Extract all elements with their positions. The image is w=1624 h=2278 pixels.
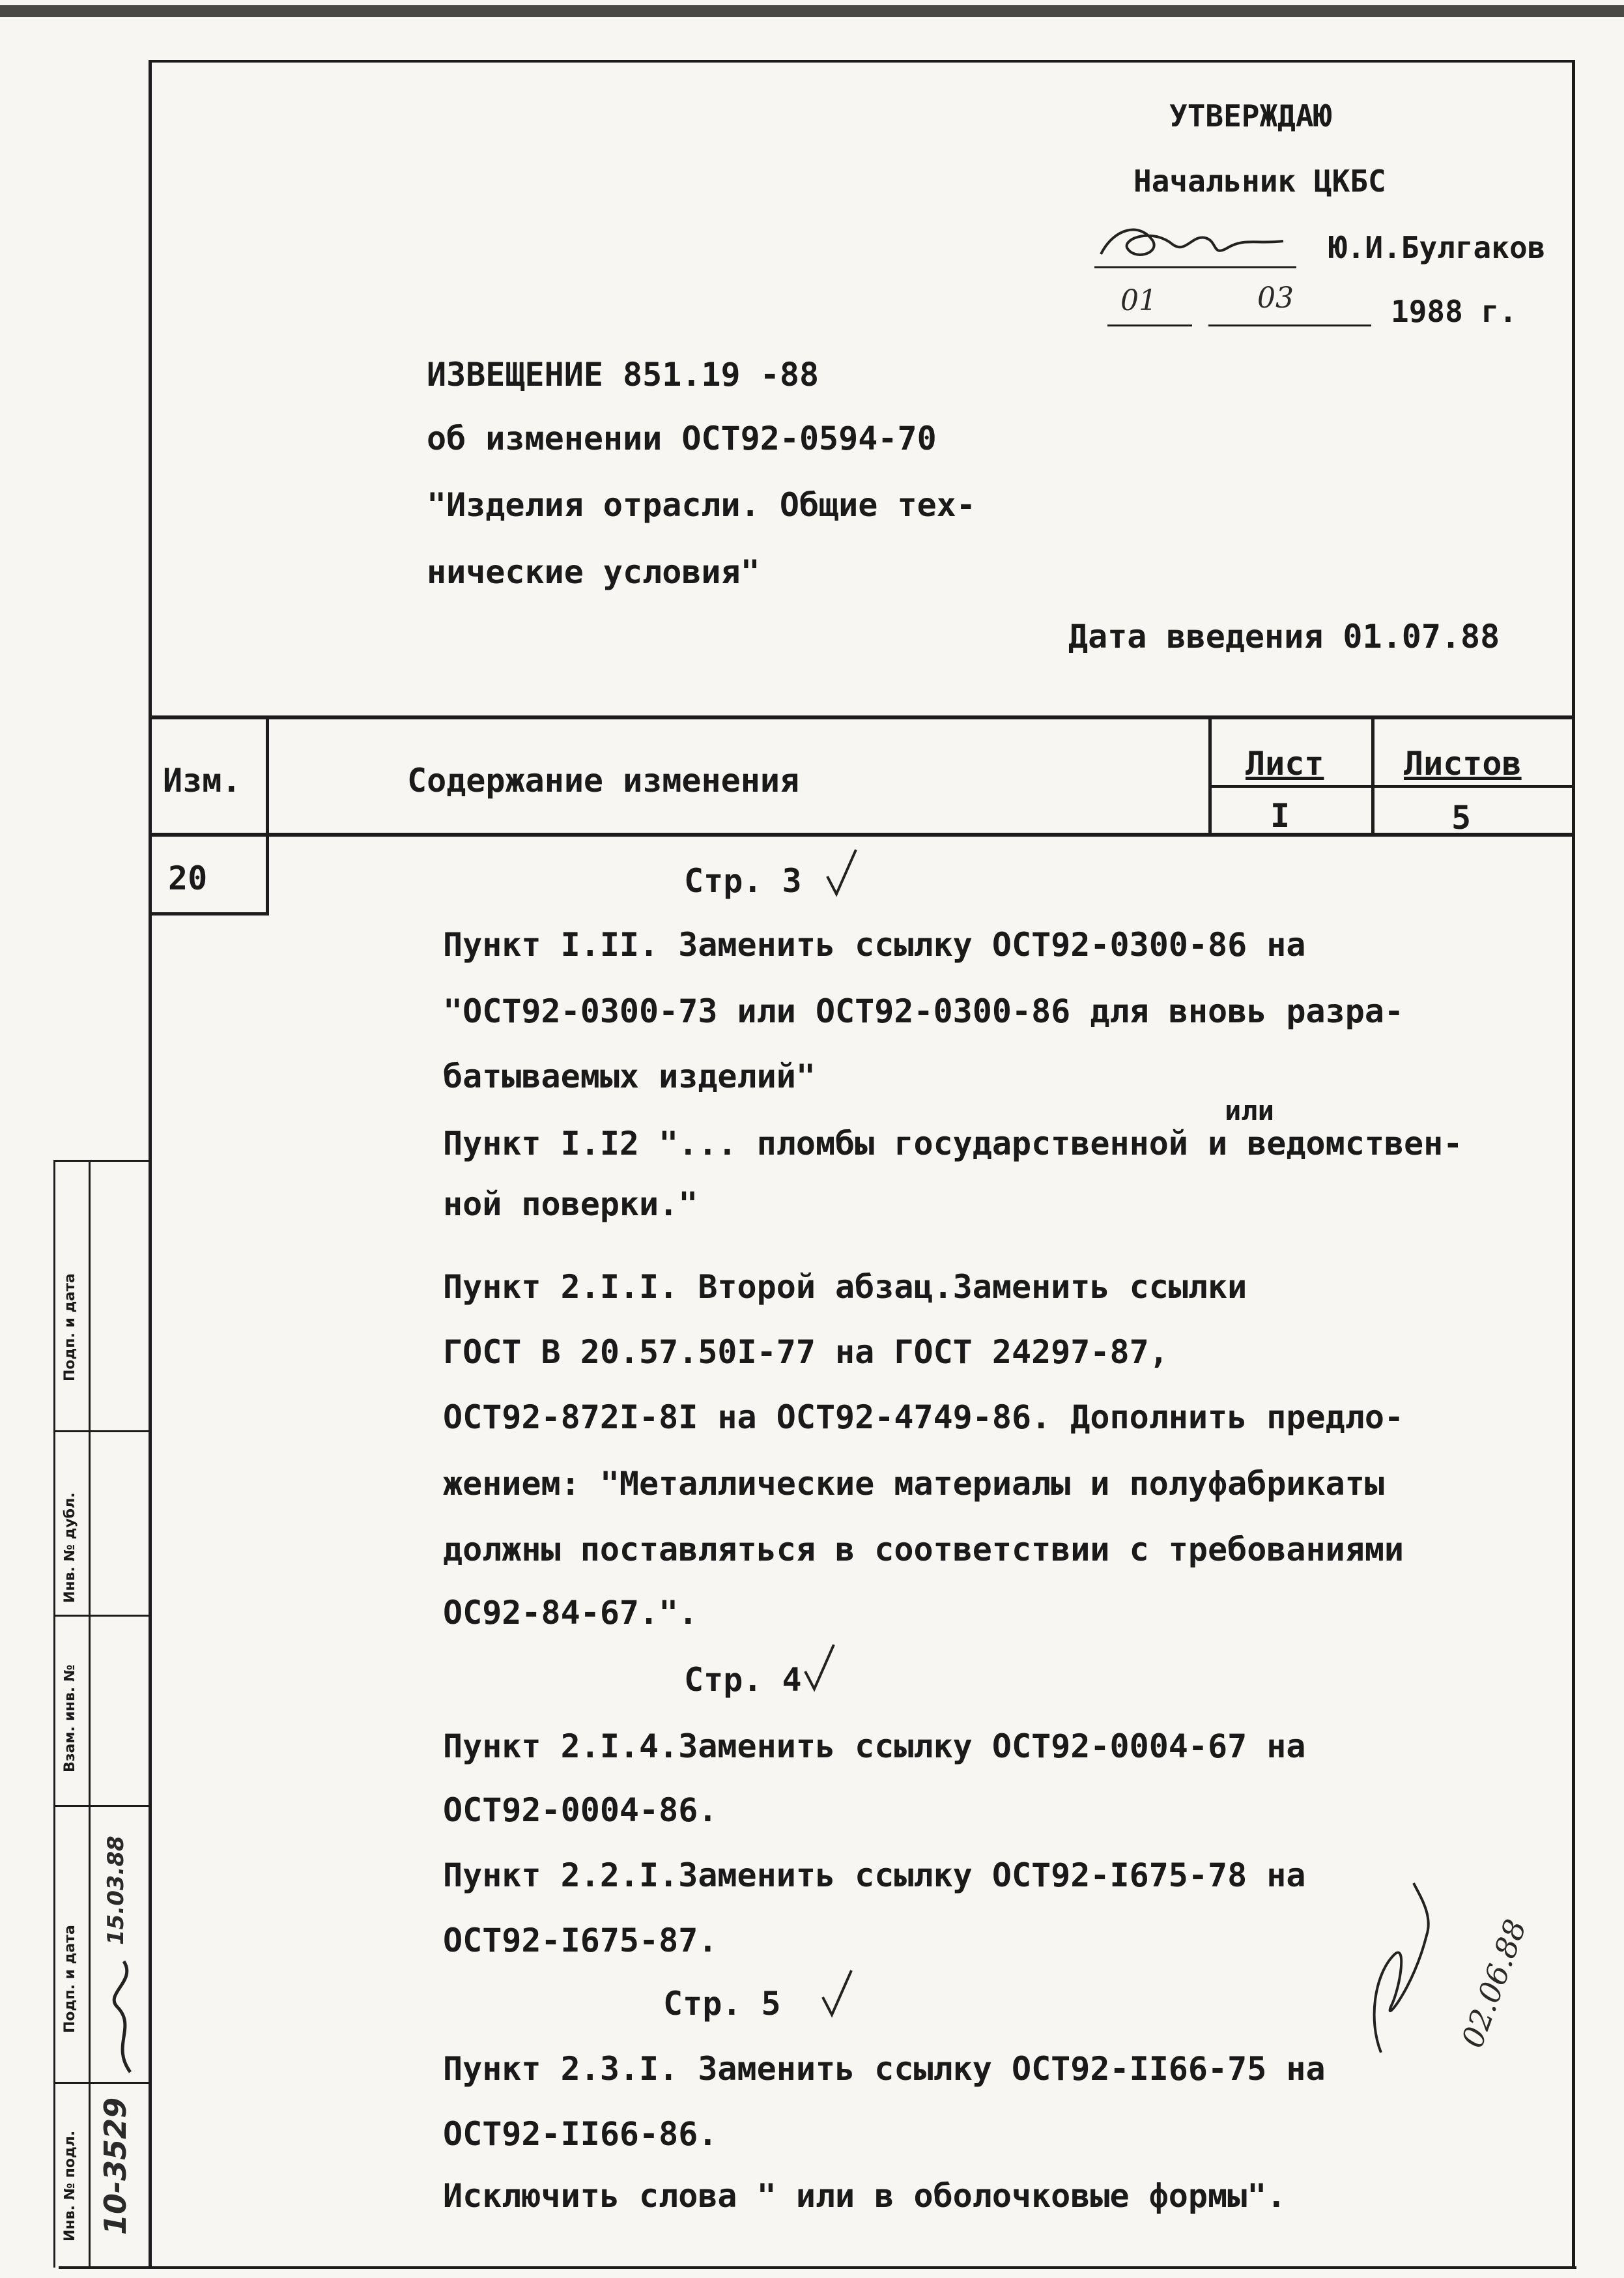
- item-2-line-1: Пункт I.I2 "... пломбы государственной и ведомствен-: [443, 1125, 1463, 1162]
- sheet-value: I: [1270, 797, 1290, 835]
- item-1-line-2: "ОСТ92-0300-73 или ОСТ92-0300-86 для вновь разра-: [443, 992, 1404, 1030]
- frame-right: [1572, 60, 1575, 2269]
- sheet-mid-line: [1210, 785, 1574, 788]
- item-1-line-1: Пункт I.II. Заменить ссылку ОСТ92-0300-86 на: [443, 926, 1306, 964]
- signature-annotation: [1355, 1857, 1466, 2066]
- approver-position: Начальник ЦКБС: [1133, 164, 1386, 199]
- sheets-value: 5: [1451, 799, 1472, 837]
- change-no-box-bottom: [151, 912, 268, 916]
- check-mark-2: [800, 1642, 839, 1694]
- item-3-line-1: Пункт 2.I.I. Второй абзац.Заменить ссылки: [443, 1268, 1247, 1306]
- item-6-line-3: Исключить слова " или в оболочковые формы".: [443, 2177, 1287, 2215]
- page-ref-5: Стр. 5: [663, 1985, 781, 2023]
- annotation-date: 02.06.88: [1454, 1914, 1533, 2053]
- item-5-line-2: ОСТ92-I675-87.: [443, 1922, 718, 1959]
- frame-bottom: [59, 2266, 1576, 2269]
- item-3-line-4: жением: "Металлические материалы и полуфабрикаты: [443, 1465, 1384, 1503]
- col-divider-1: [266, 717, 269, 833]
- item-6-line-1: Пункт 2.3.I. Заменить ссылку ОСТ92-II66-75 на: [443, 2050, 1326, 2088]
- stamp-top: [53, 1160, 151, 1162]
- stamp-mid-left: [89, 1160, 91, 2268]
- notice-subject-2: "Изделия отрасли. Общие тех-: [427, 486, 976, 524]
- item-6-line-2: ОСТ92-II66-86.: [443, 2115, 718, 2153]
- check-mark-1: [822, 847, 861, 899]
- signature-approver: [1088, 209, 1303, 274]
- stamp-div-4: [53, 2082, 151, 2084]
- approval-day-line: [1107, 324, 1192, 326]
- col-divider-2: [1208, 717, 1212, 833]
- stamp-value-podp-data: 15.03.88: [103, 1836, 129, 1945]
- header-sheet: Лист: [1246, 745, 1324, 783]
- effective-date: Дата введения 01.07.88: [1068, 618, 1500, 656]
- header-change-no: Изм.: [163, 762, 242, 800]
- stamp-label-inv-dubl: Инв. № дубл.: [62, 1492, 78, 1603]
- approval-month: 03: [1257, 281, 1294, 315]
- frame-top: [151, 60, 1574, 63]
- stamp-outer-left: [53, 1160, 55, 2268]
- item-4-line-2: ОСТ92-0004-86.: [443, 1791, 718, 1829]
- approval-day: 01: [1120, 284, 1157, 317]
- approver-name: Ю.И.Булгаков: [1329, 230, 1546, 265]
- table-top-line: [151, 715, 1574, 719]
- item-3-line-2: ГОСТ В 20.57.50I-77 на ГОСТ 24297-87,: [443, 1333, 1169, 1371]
- item-1-line-3: батываемых изделий": [443, 1058, 816, 1095]
- change-no-value: 20: [168, 859, 208, 897]
- item-5-line-1: Пункт 2.2.I.Заменить ссылку ОСТ92-I675-78 на: [443, 1856, 1306, 1894]
- header-content: Содержание изменения: [407, 762, 800, 800]
- item-3-line-3: ОСТ92-872I-8I на ОСТ92-4749-86. Дополнить предло-: [443, 1398, 1404, 1436]
- item-2-line-2: ной поверки.": [443, 1185, 698, 1223]
- top-edge-bar: [0, 5, 1624, 17]
- notice-subject-1: об изменении ОСТ92-0594-70: [427, 420, 937, 457]
- stamp-value-inv-podl: 10-3529: [98, 2097, 133, 2235]
- stamp-label-inv-podl: Инв. № подл.: [62, 2130, 78, 2242]
- stamp-label-podp-data: Подп. и дата: [62, 1925, 78, 2033]
- item-3-line-6: ОС92-84-67.".: [443, 1594, 698, 1632]
- change-no-box-right: [266, 835, 269, 916]
- page-ref-4: Стр. 4: [684, 1661, 802, 1699]
- page-ref-3: Стр. 3: [684, 862, 802, 900]
- item-2-insertion: или: [1225, 1095, 1274, 1127]
- item-3-line-5: должны поставляться в соответствии с требованиями: [443, 1531, 1404, 1568]
- col-divider-3: [1371, 717, 1375, 833]
- approval-month-line: [1208, 324, 1371, 326]
- header-sheets: Листов: [1404, 745, 1522, 783]
- notice-title: ИЗВЕЩЕНИЕ 851.19 -88: [427, 356, 819, 394]
- table-header-bottom-line: [151, 833, 1574, 837]
- stamp-div-2: [53, 1615, 151, 1617]
- item-4-line-1: Пункт 2.I.4.Заменить ссылку ОСТ92-0004-67 на: [443, 1727, 1306, 1765]
- stamp-div-3: [53, 1805, 151, 1807]
- approve-label: УТВЕРЖДАЮ: [1169, 98, 1332, 134]
- stamp-label-vzam: Взам. инв. №: [62, 1664, 78, 1772]
- approval-year: 1988 г.: [1391, 294, 1517, 329]
- notice-subject-3: нические условия": [427, 553, 760, 591]
- stamp-div-1: [53, 1430, 151, 1432]
- stamp-label-podp-data-2: Подп. и дата: [62, 1273, 78, 1381]
- check-mark-3: [818, 1968, 857, 2020]
- stamp-signature: [91, 1948, 150, 2079]
- frame-left: [149, 60, 152, 2269]
